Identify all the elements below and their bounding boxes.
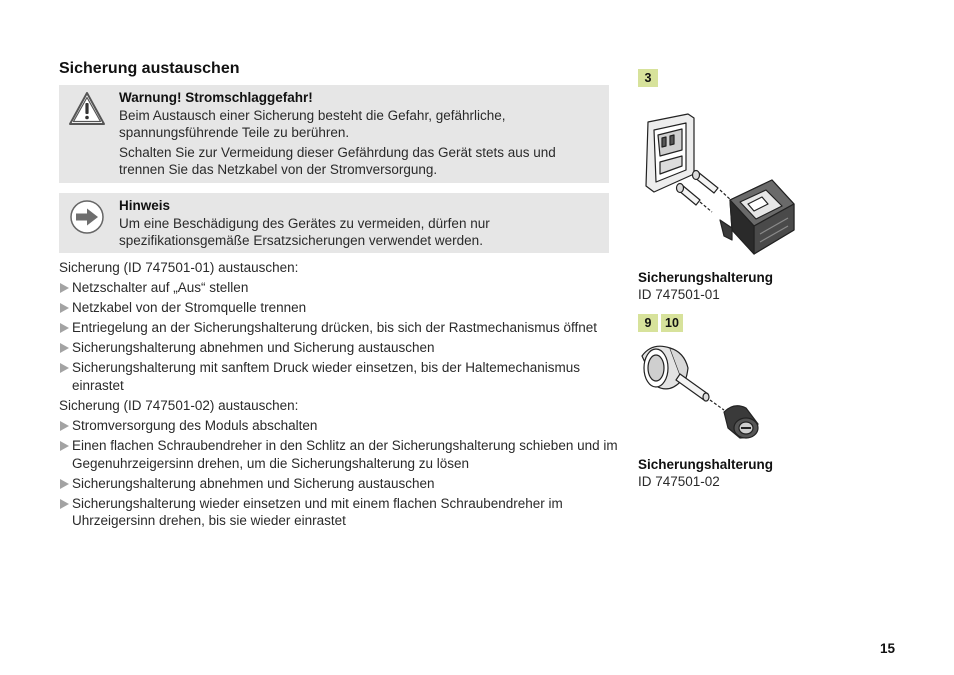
warning-paragraph: Schalten Sie zur Vermeidung dieser Gefährdung das Gerät stets aus und trennen Sie das Netzkabel von der Stromversorgung. [119,145,556,177]
procedure-step [59,475,619,493]
hint-box [59,193,609,253]
figure-caption [638,269,773,303]
procedure-step [59,319,619,337]
hint-title: Hinweis [119,198,171,213]
procedure-intro: Sicherung (ID 747501-02) austauschen: [59,398,299,413]
step-text: Einen flachen Schraubendreher in den Schlitz an der Sicherungshalterung schieben und im Gegenuhrzeigersinn drehen, um die Sicherungshalterung zu lösen [72,438,618,471]
instructions [59,259,619,530]
figure-caption-id: ID 747501-02 [638,474,720,489]
figure-caption [638,456,773,490]
step-text: Netzschalter auf „Aus“ stellen [72,280,249,295]
procedure-step [59,299,619,317]
procedure-step [59,359,619,394]
warning-triangle-icon [67,89,107,129]
step-text: Entriegelung an der Sicherungshalterung drücken, bis sich der Rastmechanismus öffnet [72,320,598,335]
step-bullet-icon [60,343,69,353]
procedure-step [59,417,619,435]
figure-badge: 3 [638,69,658,87]
arrow-right-icon [67,197,107,237]
step-text: Sicherungshalterung wieder einsetzen und mit einem flachen Schraubendreher im Uhrzeigersinn drehen, bis sie wieder einrastet [72,495,563,528]
figure-badge: 10 [661,314,683,332]
warning-paragraph: Beim Austausch einer Sicherung besteht die Gefahr, gefährliche, spannungsführende Teile zu berühren. [119,108,506,140]
step-bullet-icon [60,303,69,313]
step-text: Stromversorgung des Moduls abschalten [72,418,318,433]
step-text: Sicherungshalterung abnehmen und Sicherung austauschen [72,340,435,355]
page-number: 15 [880,641,896,656]
step-bullet-icon [60,323,69,333]
step-bullet-icon [60,479,69,489]
procedure-step [59,495,619,530]
step-bullet-icon [60,499,69,509]
warning-text [119,89,599,178]
fuse-holder-drawing-02 [634,338,774,448]
procedure-step [59,339,619,357]
step-bullet-icon [60,283,69,293]
warning-box [59,85,609,183]
procedure-step [59,437,619,472]
figure-caption-title: Sicherungshalterung [638,457,774,472]
hint-body: Um eine Beschädigung des Gerätes zu vermeiden, dürfen nur spezifikationsgemäße Ersatzsicherungen verwendet werden. [119,216,490,248]
figure-caption-title: Sicherungshalterung [638,270,774,285]
step-bullet-icon [60,421,69,431]
step-bullet-icon [60,441,69,451]
warning-title: Warnung! Stromschlaggefahr! [119,90,313,105]
step-text: Sicherungshalterung abnehmen und Sicherung austauschen [72,475,435,491]
figure-badge: 9 [638,314,658,332]
procedure-intro: Sicherung (ID 747501-01) austauschen: [59,260,299,275]
fuse-holder-drawing-01 [636,108,802,263]
hint-text [119,197,599,249]
step-text: Netzkabel von der Stromquelle trennen [72,300,307,315]
procedure-step [59,279,619,297]
step-bullet-icon [60,363,69,373]
page-heading: Sicherung austauschen [59,60,240,77]
step-text: Sicherungshalterung mit sanftem Druck wieder einsetzen, bis der Haltemechanismus einrastet [72,360,580,393]
figure-caption-id: ID 747501-01 [638,287,720,302]
